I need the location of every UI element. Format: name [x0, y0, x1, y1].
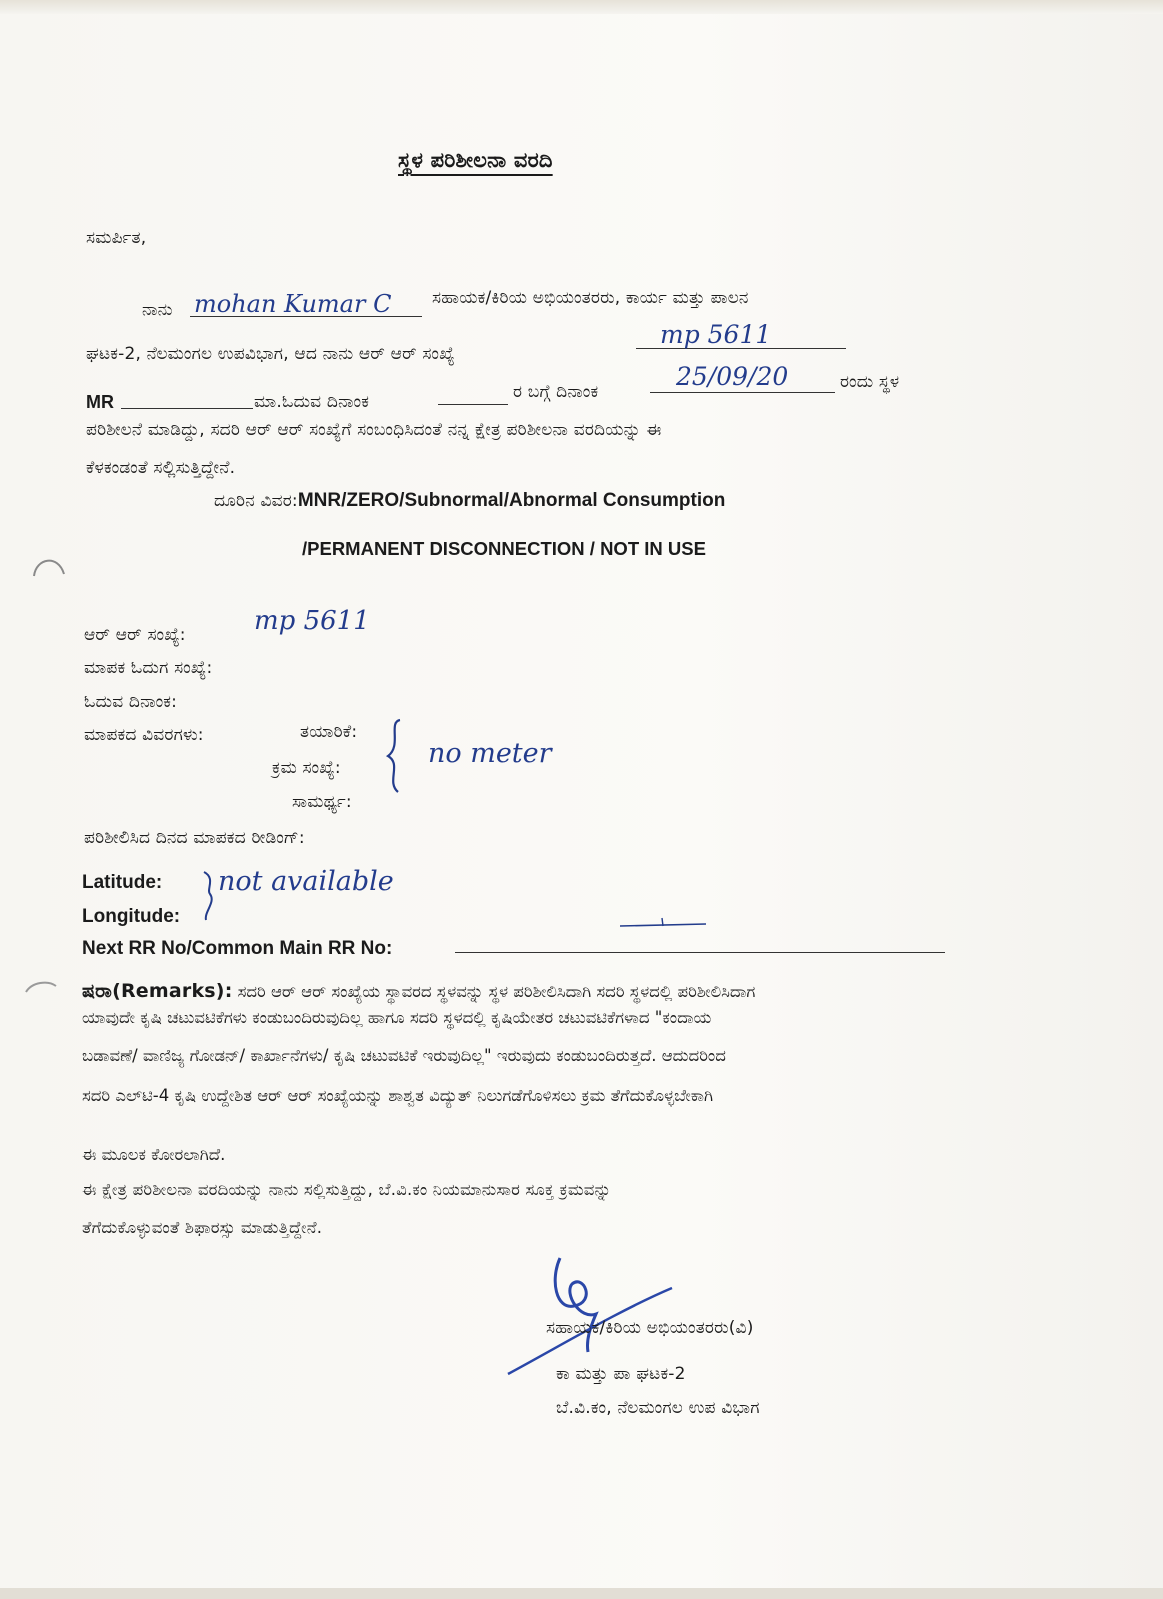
longitude-label: Longitude: — [82, 906, 181, 927]
paper-edge-top — [0, 0, 1163, 14]
closing-line-2: ತೆಗೆದುಕೊಳ್ಳುವಂತೆ ಶಿಫಾರಸ್ಸು ಮಾಡುತ್ತಿದ್ದೇನೆ. — [82, 1218, 323, 1237]
remarks-line-5: ಈ ಮೂಲಕ ಕೋರಲಾಗಿದೆ. — [82, 1145, 226, 1164]
latlong-handwritten-value: not available — [218, 866, 394, 897]
meter-handwritten-value: no meter — [428, 738, 552, 769]
para-line-2-start: ಘಟಕ-2, ನೆಲಮಂಗಲ ಉಪವಿಭಾಗ, ಆದ ನಾನು ಆರ್ ಆರ್ ಸಂಖ್ಯೆ — [86, 344, 455, 364]
para-line-5: ಕೆಳಕಂಡಂತೆ ಸಲ್ಲಿಸುತ್ತಿದ್ದೇನೆ. — [86, 458, 236, 478]
document-title: ಸ್ಥಳ ಪರಿಶೀಲನಾ ವರದಿ — [398, 148, 553, 172]
complaint-details — [214, 490, 725, 512]
handwritten-dash — [618, 914, 708, 934]
handwritten-rr-number: mp 5611 — [660, 320, 772, 349]
inspection-reading-label: ಪರಿಶೀಲಿಸಿದ ದಿನದ ಮಾಪಕದ ರೀಡಿಂಗ್: — [84, 828, 305, 848]
para-line-3-mid1: ಮಾ.ಓದುವ ದಿನಾಂಕ — [254, 392, 370, 412]
next-rr-label: Next RR No/Common Main RR No: — [82, 938, 393, 959]
mr-blank-line — [121, 408, 253, 409]
mr-label: MR — [86, 392, 114, 412]
remarks-line-4: ಸದರಿ ಎಲ್‌ಟಿ-4 ಕೃಷಿ ಉದ್ದೇಶಿತ ಆರ್ ಆರ್ ಸಂಖ್ಯೆಯನ್ನು ಶಾಶ್ವತ ವಿದ್ಯುತ್ ನಿಲುಗಡೆಗೊಳಿಸಲು ಕ್ರಮ ತೆಗೆದುಕೊಳ್ಳಬೇಕಾಗಿ — [82, 1086, 714, 1105]
meter-serial-label: ಕ್ರಮ ಸಂಖ್ಯೆ: — [272, 758, 341, 778]
salutation: ಸಮರ್ಪಿತ, — [86, 228, 147, 248]
inspection-date-blank-line — [650, 392, 835, 393]
complaint-line-2: /PERMANENT DISCONNECTION / NOT IN USE — [302, 538, 706, 559]
para-line-1-start: ನಾನು — [142, 300, 173, 320]
signature-designation: ಸಹಾಯಕ/ಕಿರಿಯ ಅಭಿಯಂತರರು(ವಿ) — [546, 1318, 754, 1338]
remarks-line-1: ಷರಾ(Remarks): ಸದರಿ ಆರ್ ಆರ್ ಸಂಖ್ಯೆಯ ಸ್ಥಾವರದ ಸ್ಥಳವನ್ನು ಸ್ಥಳ ಪರಿಶೀಲಿಸಿದಾಗಿ ಸದರಿ ಸ್ಥಳದಲ್ಲಿ ಪರಿಶೀಲಿಸಿದಾಗ — [82, 980, 756, 1002]
latitude-label: Latitude: — [82, 872, 163, 893]
meter-capacity-label: ಸಾಮರ್ಥ್ಯ: — [292, 792, 352, 812]
meter-reader-number-label: ಮಾಪಕ ಓದುಗ ಸಂಖ್ಯೆ: — [84, 658, 213, 678]
paper-edge-bottom — [0, 1588, 1163, 1599]
remarks-label: ಷರಾ(Remarks): — [82, 980, 233, 1002]
para-line-4: ಪರಿಶೀಲನೆ ಮಾಡಿದ್ದು, ಸದರಿ ಆರ್ ಆರ್ ಸಂಖ್ಯೆಗೆ ಸಂಬಂಧಿಸಿದಂತೆ ನನ್ನ ಕ್ಷೇತ್ರ ಪರಿಶೀಲನಾ ವರದಿಯನ್ನು ಈ — [86, 420, 662, 440]
read-date-blank-line — [438, 404, 508, 405]
punch-hole-mark-bottom — [22, 978, 62, 1008]
complaint-line-1: MNR/ZERO/Subnormal/Abnormal Consumption — [297, 490, 726, 511]
complaint-label: ದೂರಿನ ವಿವರ: — [214, 491, 298, 511]
reading-date-label: ಓದುವ ದಿನಾಂಕ: — [84, 692, 178, 712]
meter-details-label: ಮಾಪಕದ ವಿವರಗಳು: — [84, 725, 204, 745]
para-line-3-mid2: ರ ಬಗ್ಗೆ ದಿನಾಂಕ — [513, 382, 599, 402]
signature-unit: ಕಾ ಮತ್ತು ಪಾ ಘಟಕ-2 — [556, 1364, 686, 1384]
remarks-line-3: ಬಡಾವಣೆ/ ವಾಣಿಜ್ಯ ಗೋಡನ್/ ಕಾರ್ಖಾನೆಗಳು/ ಕೃಷಿ ಚಟುವಟಿಕೆ ಇರುವುದಿಲ್ಲ" ಇರುವುದು ಕಂಡುಬಂದಿರುತ್ತದೆ. ಆದುದರಿಂದ — [82, 1046, 726, 1065]
meter-make-label: ತಯಾರಿಕೆ: — [300, 722, 358, 742]
next-rr-blank-line — [455, 952, 945, 953]
remarks-line-2: ಯಾವುದೇ ಕೃಷಿ ಚಟುವಟಿಕೆಗಳು ಕಂಡುಬಂದಿರುವುದಿಲ್ಲ ಹಾಗೂ ಸದರಿ ಸ್ಥಳದಲ್ಲಿ ಕೃಷಿಯೇತರ ಚಟುವಟಿಕೆಗಳಾದ "ಕಂದಾಯ — [82, 1008, 712, 1027]
rr-number-value: mp 5611 — [254, 606, 370, 636]
signature-division: ಬೆ.ವಿ.ಕಂ, ನೆಲಮಂಗಲ ಉಪ ವಿಭಾಗ — [556, 1398, 760, 1418]
punch-hole-mark-top — [28, 552, 68, 582]
handwritten-date: 25/09/20 — [676, 362, 789, 391]
closing-line-1: ಈ ಕ್ಷೇತ್ರ ಪರಿಶೀಲನಾ ವರದಿಯನ್ನು ನಾನು ಸಲ್ಲಿಸುತ್ತಿದ್ದು, ಬೆ.ವಿ.ಕಂ ನಿಯಮಾನುಸಾರ ಸೂಕ್ತ ಕ್ರಮವನ್ನು — [82, 1180, 612, 1199]
handwritten-brace — [380, 716, 410, 796]
handwritten-signature — [500, 1250, 680, 1380]
handwritten-name: mohan Kumar C — [194, 290, 392, 318]
para-line-3-end: ರಂದು ಸ್ಥಳ — [840, 372, 900, 392]
rr-number-label: ಆರ್ ಆರ್ ಸಂಖ್ಯೆ: — [84, 625, 186, 645]
para-line-1-end: ಸಹಾಯಕ/ಕಿರಿಯ ಅಭಿಯಂತರರು, ಕಾರ್ಯ ಮತ್ತು ಪಾಲನ — [432, 288, 749, 308]
